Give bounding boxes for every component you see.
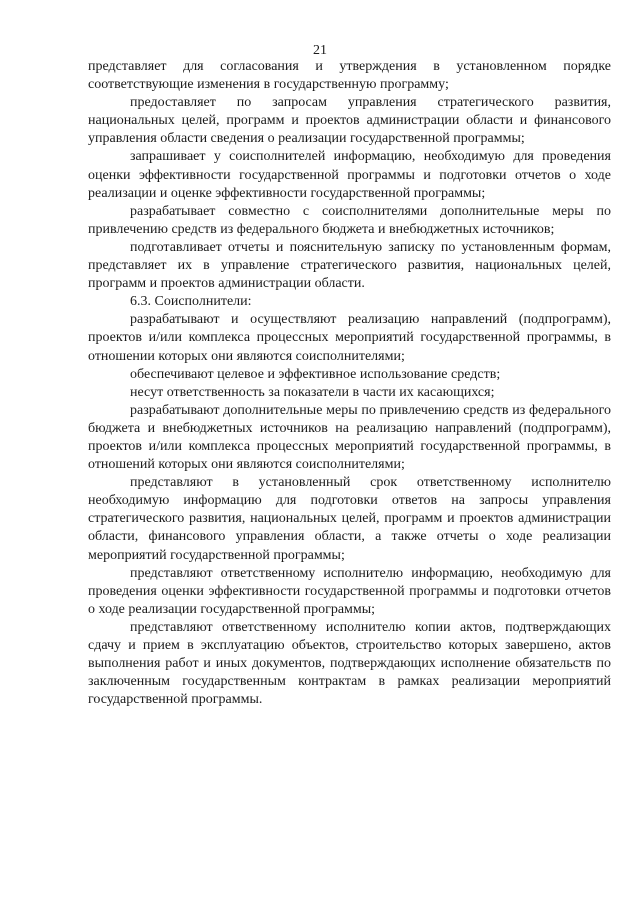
paragraph-develops-measures: разрабатывает совместно с соисполнителями дополнительные меры по привлечению средств из федерального бюджета и внебюджетных источников; (88, 203, 611, 237)
paragraph-develop-additional-measures: разрабатывают дополнительные меры по привлечению средств из федерального бюджета и внебюджетных источников на реализацию направлений (подпрограмм), проектов и/или комплекса процессных мероприятий государственной программы, в отношений которых они являются соисполнителями; (88, 402, 611, 473)
document-body (88, 58, 611, 709)
paragraph-submit-evaluation-information: представляют ответственному исполнителю информацию, необходимую для проведения оценки эффективности государственной программы и подготовки отчетов о ходе реализации государственной программы; (88, 565, 611, 617)
paragraph-implement-directions: разрабатывают и осуществляют реализацию направлений (подпрограмм), проектов и/или комплекса процессных мероприятий государственной программы, в отношении которых они являются соисполнителями; (88, 312, 611, 364)
paragraph-submit-act-copies: представляют ответственному исполнителю копии актов, подтверждающих сдачу и прием в эксплуатацию объектов, строительство которых завершено, актов выполнения работ и иных документов, подтверждающих исполнение обязательств по заключенным государственным контрактам в рамках реализации мероприятий государственной программы. (88, 619, 611, 708)
paragraph-prepares-reports: подготавливает отчеты и пояснительную записку по установленным формам, представляет их в управление стратегического развития, национальных целей, программ и проектов администрации области. (88, 239, 611, 292)
paragraph-provides-information: предоставляет по запросам управления стратегического развития, национальных целей, программ и проектов администрации области и финансового управления области сведения о реализации государственной программы; (88, 95, 611, 147)
section-heading-coexecutors: 6.3. Соисполнители: (130, 294, 252, 310)
page-number: 21 (313, 43, 327, 58)
paragraph-requests-information: запрашивает у соисполнителей информацию, необходимую для проведения оценки эффективности государственной программы и подготовки отчетов о ходе реализации и оценке эффективности государственной программы; (88, 149, 611, 201)
paragraph-submits-changes: представляет для согласования и утверждения в установленном порядке соответствующие изменения в государственную программу; (88, 59, 611, 93)
paragraph-submit-information-on-time: представляют в установленный срок ответственному исполнителю необходимую информацию для подготовки ответов на запросы управления стратегического развития, национальных целей, программ и проектов администрации области, финансового управления области, а также отчеты о ходе реализации мероприятий государственной программы; (88, 475, 611, 563)
paragraph-ensure-use-of-funds: обеспечивают целевое и эффективное использование средств; (130, 366, 501, 382)
paragraph-responsible-for-indicators: несут ответственность за показатели в части их касающихся; (130, 384, 495, 400)
